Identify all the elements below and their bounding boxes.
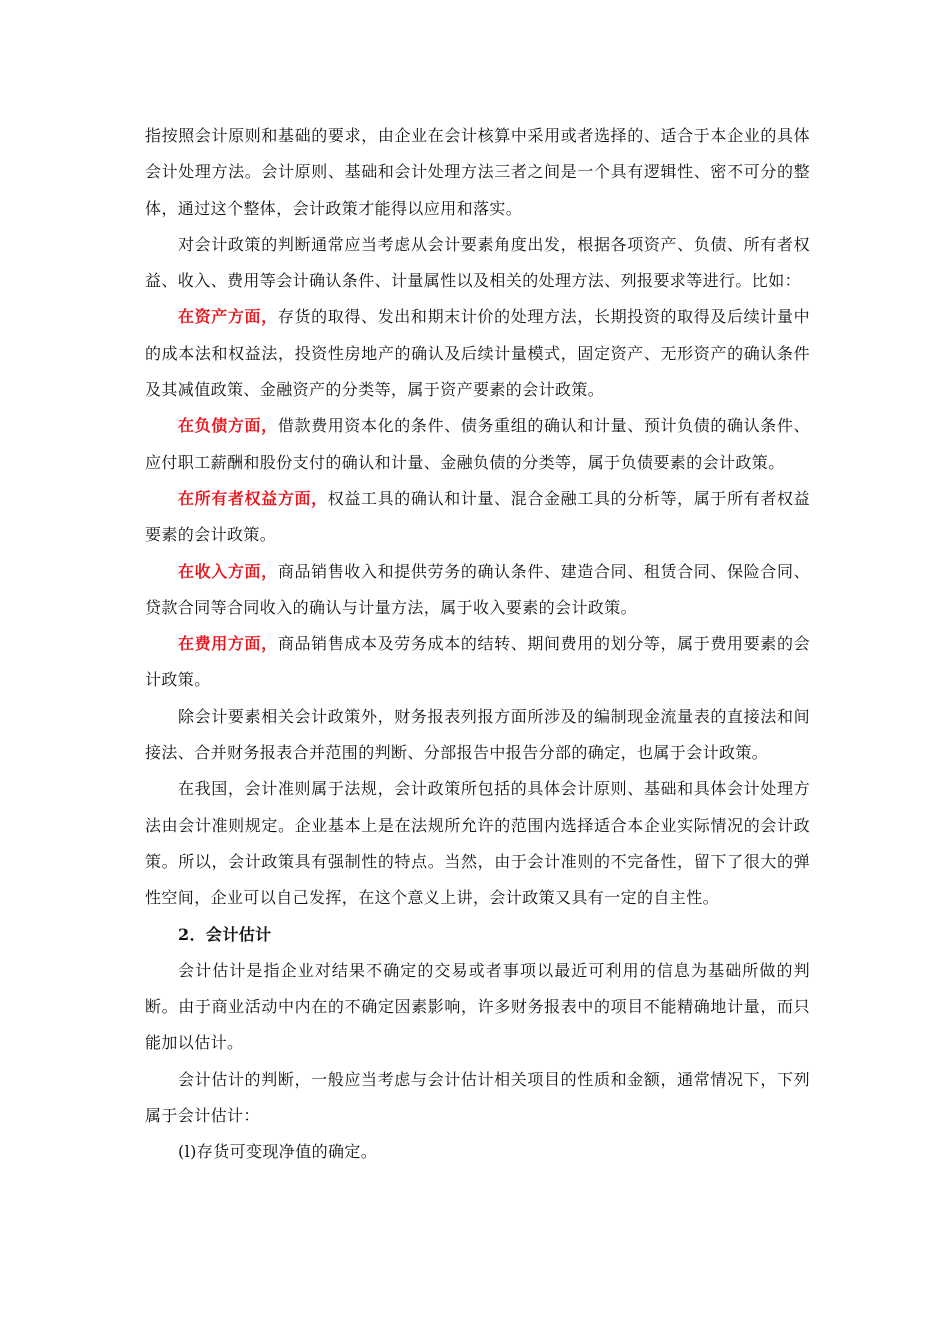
paragraph-text: 对会计政策的判断通常应当考虑从会计要素角度出发，根据各项资产、负债、所有者权益、收入、费用等会计确认条件、计量属性以及相关的处理方法、列报要求等进行。比如： bbox=[145, 234, 810, 291]
highlight-lead: 在所有者权益方面， bbox=[178, 488, 328, 508]
paragraph-text: 存货的取得、发出和期末计价的处理方法，长期投资的取得及后续计量中的成本法和权益法，投资性房地产的确认及后续计量模式，固定资产、无形资产的确认条件及其减值政策、金融资产的分类等，属于资产要素的会计政策。 bbox=[145, 307, 810, 400]
paragraph-policy-judgment bbox=[145, 227, 810, 300]
highlight-lead: 在收入方面， bbox=[178, 561, 278, 581]
paragraph-expenses bbox=[145, 626, 810, 699]
paragraph-estimate-judgment bbox=[145, 1062, 810, 1135]
highlight-lead: 在负债方面， bbox=[178, 416, 278, 436]
paragraph-china-standards bbox=[145, 771, 810, 916]
paragraph-text: 借款费用资本化的条件、债务重组的确认和计量、预计负债的确认条件、应付职工薪酬和股份支付的确认和计量、金融负债的分类等，属于负债要素的会计政策。 bbox=[145, 416, 810, 472]
paragraph-text: 商品销售成本及劳务成本的结转、期间费用的划分等，属于费用要素的会计政策。 bbox=[145, 634, 810, 690]
paragraph-reporting bbox=[145, 699, 810, 772]
paragraph-assets bbox=[145, 299, 810, 408]
paragraph-text: 在我国，会计准则属于法规，会计政策所包括的具体会计原则、基础和具体会计处理方法由会计准则规定。企业基本上是在法规所允许的范围内选择适合本企业实际情况的会计政策。所以，会计政策具有强制性的特点。当然，由于会计准则的不完备性，留下了很大的弹性空间，企业可以自己发挥，在这个意义上讲，会计政策又具有一定的自主性。 bbox=[145, 779, 810, 908]
paragraph-text: 指按照会计原则和基础的要求，由企业在会计核算中采用或者选择的、适合于本企业的具体会计处理方法。会计原则、基础和会计处理方法三者之间是一个具有逻辑性、密不可分的整体，通过这个整体，会计政策才能得以应用和落实。 bbox=[145, 126, 810, 218]
paragraph-policy-definition bbox=[145, 118, 810, 227]
paragraph-text: 会计估计是指企业对结果不确定的交易或者事项以最近可利用的信息为基础所做的判断。由于商业活动中内在的不确定因素影响，许多财务报表中的项目不能精确地计量，而只能加以估计。 bbox=[145, 960, 810, 1053]
document-body bbox=[145, 118, 810, 1171]
list-item-inventory bbox=[145, 1134, 810, 1170]
paragraph-estimate-definition bbox=[145, 953, 810, 1062]
paragraph-text: 商品销售收入和提供劳务的确认条件、建造合同、租赁合同、保险合同、贷款合同等合同收入的确认与计量方法，属于收入要素的会计政策。 bbox=[145, 561, 810, 617]
highlight-lead: 在资产方面， bbox=[178, 307, 278, 327]
paragraph-liabilities bbox=[145, 408, 810, 481]
paragraph-text: (l)存货可变现净值的确定。 bbox=[178, 1142, 378, 1162]
paragraph-text: 权益工具的确认和计量、混合金融工具的分析等，属于所有者权益要素的会计政策。 bbox=[145, 488, 810, 545]
section-heading: 2．会计估计 bbox=[178, 924, 272, 944]
paragraph-text: 除会计要素相关会计政策外，财务报表列报方面所涉及的编制现金流量表的直接法和间接法、合并财务报表合并范围的判断、分部报告中报告分部的确定，也属于会计政策。 bbox=[145, 706, 810, 763]
highlight-lead: 在费用方面， bbox=[178, 634, 278, 654]
paragraph-revenue bbox=[145, 554, 810, 627]
paragraph-text: 会计估计的判断，一般应当考虑与会计估计相关项目的性质和金额，通常情况下，下列属于会计估计： bbox=[145, 1069, 810, 1126]
paragraph-equity bbox=[145, 481, 810, 554]
